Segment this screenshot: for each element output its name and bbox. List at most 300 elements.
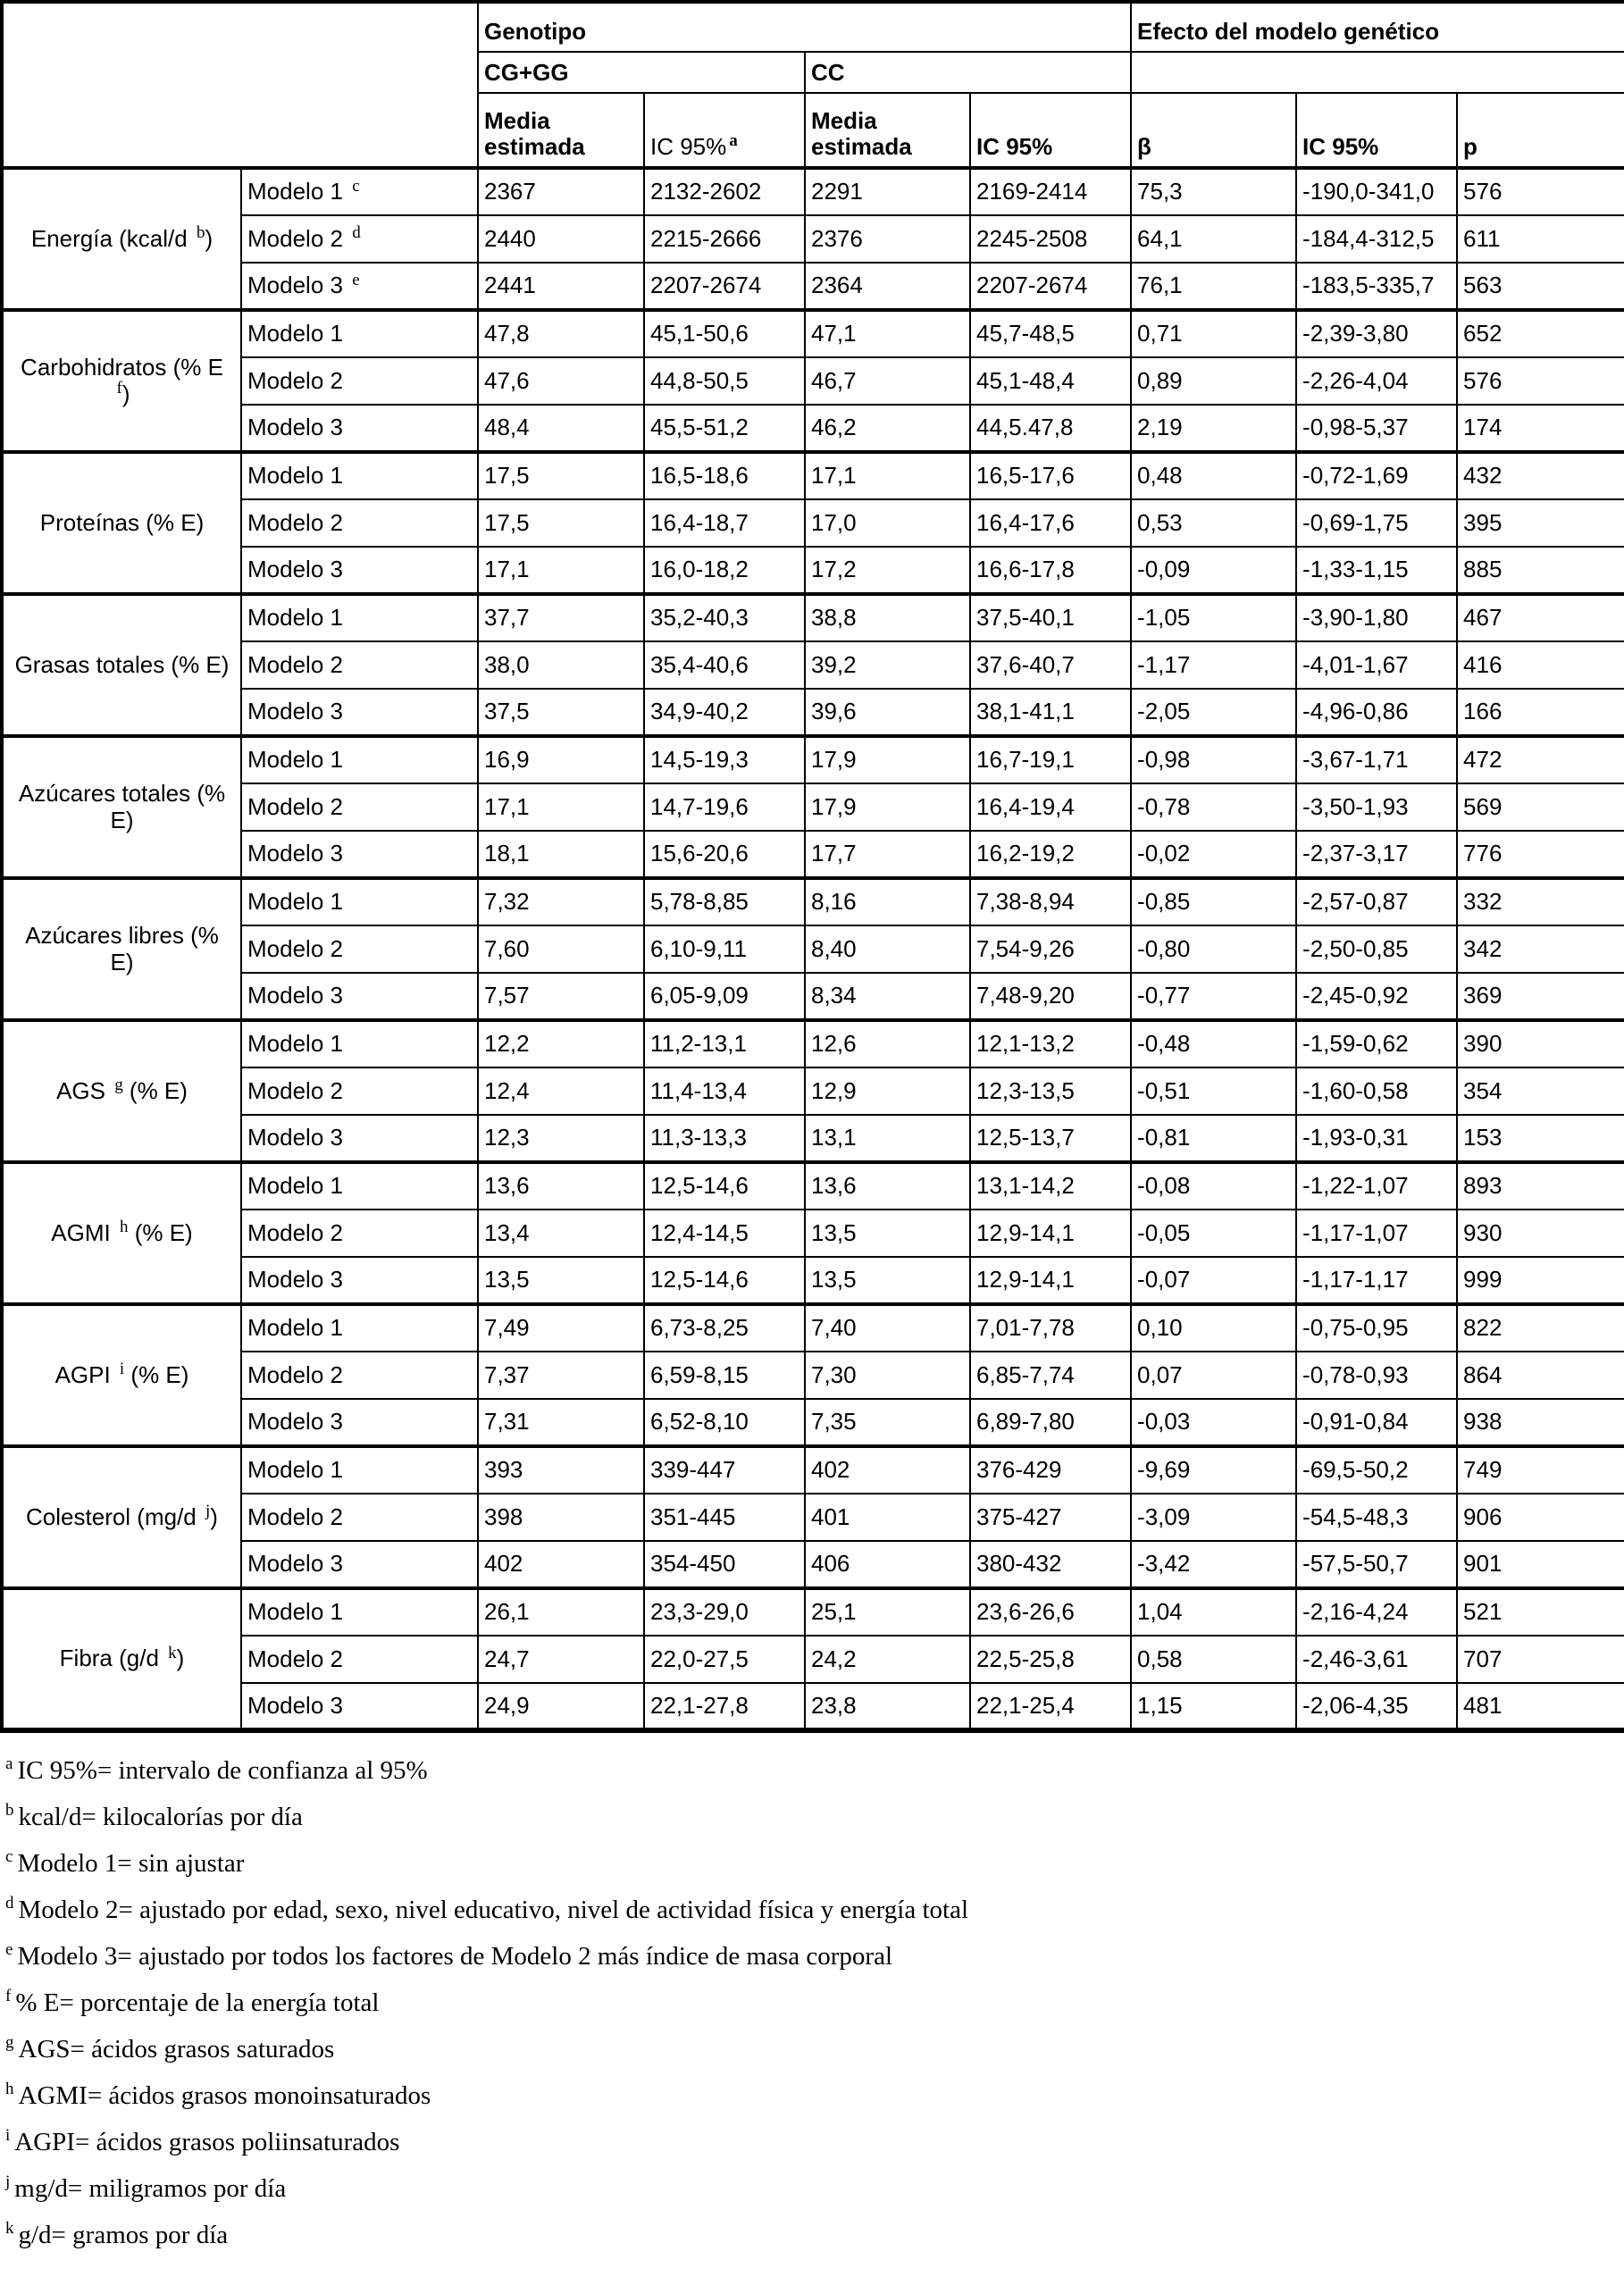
- value-cell: 339-447: [644, 1446, 805, 1494]
- value-cell: 22,1-25,4: [970, 1683, 1131, 1730]
- value-cell: -0,78-0,93: [1296, 1352, 1457, 1399]
- label-text: Grasas totales (% E): [14, 650, 230, 678]
- value-cell: 6,89-7,80: [970, 1399, 1131, 1446]
- table-row: [2, 831, 1624, 878]
- table-row: [2, 1399, 1624, 1446]
- value-cell: 369: [1457, 973, 1624, 1020]
- value-cell: 380-432: [970, 1541, 1131, 1588]
- value-cell: 1,15: [1131, 1683, 1296, 1730]
- value-cell: 12,1-13,2: [970, 1020, 1131, 1067]
- value-cell: 15,6-20,6: [644, 831, 805, 878]
- value-cell: 11,3-13,3: [644, 1115, 805, 1162]
- value-cell: -183,5-335,7: [1296, 263, 1457, 310]
- value-cell: 17,1: [478, 783, 644, 831]
- table-row: [2, 1162, 1624, 1210]
- label-text: ): [176, 1645, 185, 1672]
- footnote-text: g/d= gramos por día: [18, 2221, 229, 2249]
- footnote-text: mg/d= miligramos por día: [14, 2174, 287, 2203]
- label-text: Modelo 2: [247, 366, 343, 394]
- model-label: [241, 215, 478, 263]
- label-text: ): [121, 380, 130, 407]
- label-text: Modelo 3: [247, 1691, 343, 1719]
- value-cell: 16,2-19,2: [970, 831, 1131, 878]
- value-cell: 351-445: [644, 1494, 805, 1541]
- model-label: [241, 1446, 478, 1494]
- value-cell: 13,6: [805, 1162, 970, 1210]
- value-cell: -0,03: [1131, 1399, 1296, 1446]
- footnote-marker-g: g: [114, 1076, 123, 1095]
- table-row: [2, 689, 1624, 736]
- value-cell: 707: [1457, 1636, 1624, 1683]
- value-cell: -0,91-0,84: [1296, 1399, 1457, 1446]
- footnote-text: % E= porcentaje de la energía total: [15, 1988, 380, 2017]
- value-cell: -3,09: [1131, 1494, 1296, 1541]
- label-text: Modelo 1: [247, 462, 343, 490]
- value-cell: 2,19: [1131, 405, 1296, 452]
- label-text: Modelo 2: [247, 1218, 343, 1246]
- value-cell: 17,0: [805, 499, 970, 547]
- value-cell: -1,17-1,17: [1296, 1257, 1457, 1304]
- value-cell: 39,2: [805, 641, 970, 689]
- model-label: [241, 499, 478, 547]
- value-cell: 48,4: [478, 405, 644, 452]
- value-cell: 23,6-26,6: [970, 1588, 1131, 1636]
- value-cell: -4,01-1,67: [1296, 641, 1457, 689]
- value-cell: 47,8: [478, 310, 644, 357]
- value-cell: 7,54-9,26: [970, 925, 1131, 973]
- table-row: [2, 1257, 1624, 1304]
- value-cell: 406: [805, 1541, 970, 1588]
- label-text: AGPI: [54, 1360, 117, 1388]
- value-cell: 5,78-8,85: [644, 878, 805, 925]
- value-cell: -69,5-50,2: [1296, 1446, 1457, 1494]
- value-cell: 611: [1457, 215, 1624, 263]
- nutrient-group: [2, 878, 1624, 1020]
- value-cell: 885: [1457, 547, 1624, 594]
- value-cell: 2245-2508: [970, 215, 1131, 263]
- table-row: [2, 405, 1624, 452]
- value-cell: -2,39-3,80: [1296, 310, 1457, 357]
- model-label: [241, 1304, 478, 1352]
- value-cell: 45,7-48,5: [970, 310, 1131, 357]
- label-text: Modelo 2: [247, 650, 343, 678]
- value-cell: 13,1-14,2: [970, 1162, 1131, 1210]
- footnote: [5, 2128, 1624, 2157]
- model-label: [241, 925, 478, 973]
- value-cell: 1,04: [1131, 1588, 1296, 1636]
- model-label: [241, 405, 478, 452]
- value-cell: 467: [1457, 594, 1624, 641]
- value-cell: 24,7: [478, 1636, 644, 1683]
- table-row: [2, 499, 1624, 547]
- value-cell: 2291: [805, 168, 970, 215]
- value-cell: 332: [1457, 878, 1624, 925]
- footnote-marker-f: f: [5, 1987, 12, 2006]
- value-cell: 402: [478, 1541, 644, 1588]
- value-cell: -1,59-0,62: [1296, 1020, 1457, 1067]
- label-text: Azúcares totales (% E): [18, 780, 226, 833]
- nutrient-group: [2, 1304, 1624, 1446]
- label-text: AGMI: [51, 1218, 117, 1246]
- value-cell: 7,37: [478, 1352, 644, 1399]
- label-text: Modelo 3: [247, 414, 343, 441]
- label-text: Modelo 2: [247, 1645, 343, 1672]
- value-cell: 17,5: [478, 499, 644, 547]
- value-cell: 375-427: [970, 1494, 1131, 1541]
- nutrient-label: [2, 1304, 241, 1446]
- value-cell: 17,7: [805, 831, 970, 878]
- value-cell: 13,6: [478, 1162, 644, 1210]
- table-row: [2, 736, 1624, 783]
- value-cell: -2,57-0,87: [1296, 878, 1457, 925]
- value-cell: -190,0-341,0: [1296, 168, 1457, 215]
- table-row: [2, 783, 1624, 831]
- value-cell: 521: [1457, 1588, 1624, 1636]
- value-cell: 0,10: [1131, 1304, 1296, 1352]
- model-label: [241, 831, 478, 878]
- value-cell: 8,16: [805, 878, 970, 925]
- nutrient-group: [2, 594, 1624, 736]
- value-cell: 17,9: [805, 736, 970, 783]
- efecto-spacer-cell: [1131, 52, 1624, 93]
- header-row-1: [2, 2, 1624, 52]
- model-label: [241, 310, 478, 357]
- footnote: [5, 2081, 1624, 2111]
- footnotes: [0, 1733, 1624, 2250]
- nutrient-label: [2, 452, 241, 594]
- footnote-marker-d: d: [5, 1894, 14, 1913]
- value-cell: 402: [805, 1446, 970, 1494]
- label-text: Modelo 1: [247, 178, 350, 205]
- model-label: [241, 1020, 478, 1067]
- label-text: Modelo 2: [247, 224, 350, 252]
- value-cell: 22,0-27,5: [644, 1636, 805, 1683]
- value-cell: -2,50-0,85: [1296, 925, 1457, 973]
- value-cell: -0,85: [1131, 878, 1296, 925]
- model-label: [241, 641, 478, 689]
- value-cell: -3,50-1,93: [1296, 783, 1457, 831]
- value-cell: 14,5-19,3: [644, 736, 805, 783]
- value-cell: 2364: [805, 263, 970, 310]
- table-row: [2, 547, 1624, 594]
- footnote-marker-f: f: [116, 378, 122, 398]
- model-label: [241, 1399, 478, 1446]
- table-row: [2, 594, 1624, 641]
- col-header-p: p: [1457, 93, 1624, 168]
- label-text: ): [205, 224, 213, 252]
- nutrient-label: [2, 736, 241, 878]
- label-text: Carbohidratos (% E: [21, 354, 223, 381]
- value-cell: 6,85-7,74: [970, 1352, 1131, 1399]
- footnote-marker-e: e: [5, 1940, 13, 1960]
- table-header: [2, 2, 1624, 168]
- value-cell: 44,5.47,8: [970, 405, 1131, 452]
- model-label: [241, 1683, 478, 1730]
- nutrient-label: [2, 1446, 241, 1588]
- label-text: Modelo 1: [247, 1314, 343, 1342]
- label-text: Modelo 1: [247, 1456, 343, 1484]
- model-label: [241, 263, 478, 310]
- col-group-efecto: Efecto del modelo genético: [1131, 2, 1624, 52]
- corner-empty-cell: [2, 2, 478, 168]
- table-row: [2, 925, 1624, 973]
- value-cell: 16,6-17,8: [970, 547, 1131, 594]
- value-cell: 822: [1457, 1304, 1624, 1352]
- footnote: [5, 1803, 1624, 1832]
- value-cell: 11,4-13,4: [644, 1067, 805, 1115]
- value-cell: 576: [1457, 357, 1624, 405]
- footnote-marker-h: h: [5, 2080, 14, 2099]
- value-cell: 12,4: [478, 1067, 644, 1115]
- label-text: Modelo 2: [247, 1360, 343, 1388]
- value-cell: 12,5-14,6: [644, 1257, 805, 1304]
- value-cell: 481: [1457, 1683, 1624, 1730]
- value-cell: -0,78: [1131, 783, 1296, 831]
- model-label: [241, 594, 478, 641]
- value-cell: -1,05: [1131, 594, 1296, 641]
- value-cell: 47,1: [805, 310, 970, 357]
- label-text: (% E): [122, 1076, 188, 1104]
- value-cell: 174: [1457, 405, 1624, 452]
- table-row: [2, 263, 1624, 310]
- label-text: Modelo 1: [247, 1030, 343, 1058]
- value-cell: 6,73-8,25: [644, 1304, 805, 1352]
- value-cell: 12,9-14,1: [970, 1257, 1131, 1304]
- model-label: [241, 452, 478, 499]
- footnote-marker-k: k: [168, 1643, 177, 1662]
- value-cell: 64,1: [1131, 215, 1296, 263]
- value-cell: 7,32: [478, 878, 644, 925]
- model-label: [241, 1115, 478, 1162]
- footnote: [5, 2035, 1624, 2064]
- value-cell: 354: [1457, 1067, 1624, 1115]
- value-cell: 16,4-17,6: [970, 499, 1131, 547]
- table-row: [2, 1115, 1624, 1162]
- table-row: [2, 1494, 1624, 1541]
- value-cell: -3,42: [1131, 1541, 1296, 1588]
- value-cell: 76,1: [1131, 263, 1296, 310]
- value-cell: 569: [1457, 783, 1624, 831]
- label-text: ): [210, 1503, 218, 1530]
- value-cell: 14,7-19,6: [644, 783, 805, 831]
- value-cell: 26,1: [478, 1588, 644, 1636]
- table-row: [2, 1352, 1624, 1399]
- value-cell: 13,1: [805, 1115, 970, 1162]
- table-row: [2, 1304, 1624, 1352]
- value-cell: -0,98: [1131, 736, 1296, 783]
- nutrient-group: [2, 1020, 1624, 1162]
- label-text: Modelo 3: [247, 1550, 343, 1578]
- label-text: Modelo 2: [247, 1076, 343, 1104]
- model-label: [241, 878, 478, 925]
- value-cell: 416: [1457, 641, 1624, 689]
- value-cell: 12,5-14,6: [644, 1162, 805, 1210]
- footnote-marker-i: i: [5, 2126, 11, 2146]
- value-cell: -0,81: [1131, 1115, 1296, 1162]
- label-text: Modelo 2: [247, 934, 343, 962]
- nutrient-group: [2, 1446, 1624, 1588]
- label-text: Azúcares libres (% E): [25, 922, 219, 975]
- footnote-marker-c: c: [352, 176, 360, 196]
- table-row: [2, 168, 1624, 215]
- value-cell: 23,8: [805, 1683, 970, 1730]
- footnote-marker-k: k: [5, 2219, 14, 2239]
- value-cell: 16,0-18,2: [644, 547, 805, 594]
- table-row: [2, 452, 1624, 499]
- footnote-text: IC 95%= intervalo de confianza al 95%: [17, 1756, 428, 1785]
- col-header-label: IC 95%: [650, 132, 727, 160]
- value-cell: -184,4-312,5: [1296, 215, 1457, 263]
- value-cell: 17,9: [805, 783, 970, 831]
- label-text: Modelo 3: [247, 698, 343, 725]
- table-row: [2, 973, 1624, 1020]
- value-cell: -2,45-0,92: [1296, 973, 1457, 1020]
- footnote-marker-e: e: [352, 270, 360, 289]
- nutrient-group: [2, 1588, 1624, 1730]
- label-text: Modelo 2: [247, 1503, 343, 1530]
- value-cell: -2,16-4,24: [1296, 1588, 1457, 1636]
- value-cell: 12,9-14,1: [970, 1210, 1131, 1257]
- value-cell: 376-429: [970, 1446, 1131, 1494]
- value-cell: -0,08: [1131, 1162, 1296, 1210]
- label-text: (% E): [128, 1218, 193, 1246]
- value-cell: 13,5: [805, 1257, 970, 1304]
- value-cell: -0,80: [1131, 925, 1296, 973]
- table-row: [2, 1588, 1624, 1636]
- value-cell: 390: [1457, 1020, 1624, 1067]
- value-cell: 6,05-9,09: [644, 973, 805, 1020]
- value-cell: -2,06-4,35: [1296, 1683, 1457, 1730]
- value-cell: 13,4: [478, 1210, 644, 1257]
- footnote-marker-a: a: [5, 1754, 13, 1774]
- value-cell: 401: [805, 1494, 970, 1541]
- value-cell: -2,37-3,17: [1296, 831, 1457, 878]
- model-label: [241, 1162, 478, 1210]
- value-cell: -0,05: [1131, 1210, 1296, 1257]
- value-cell: 395: [1457, 499, 1624, 547]
- label-text: Modelo 2: [247, 792, 343, 820]
- value-cell: 8,34: [805, 973, 970, 1020]
- label-text: Modelo 3: [247, 982, 343, 1009]
- value-cell: 999: [1457, 1257, 1624, 1304]
- value-cell: 7,38-8,94: [970, 878, 1131, 925]
- value-cell: 17,1: [478, 547, 644, 594]
- value-cell: 11,2-13,1: [644, 1020, 805, 1067]
- footnote-marker-i: i: [119, 1360, 125, 1379]
- value-cell: 0,71: [1131, 310, 1296, 357]
- value-cell: 906: [1457, 1494, 1624, 1541]
- value-cell: 938: [1457, 1399, 1624, 1446]
- value-cell: 39,6: [805, 689, 970, 736]
- value-cell: 472: [1457, 736, 1624, 783]
- value-cell: 893: [1457, 1162, 1624, 1210]
- value-cell: 12,4-14,5: [644, 1210, 805, 1257]
- value-cell: 35,4-40,6: [644, 641, 805, 689]
- value-cell: 342: [1457, 925, 1624, 973]
- value-cell: -9,69: [1131, 1446, 1296, 1494]
- table-row: [2, 1636, 1624, 1683]
- value-cell: 652: [1457, 310, 1624, 357]
- model-label: [241, 1636, 478, 1683]
- table-row: [2, 310, 1624, 357]
- value-cell: 6,10-9,11: [644, 925, 805, 973]
- table-row: [2, 1683, 1624, 1730]
- footnote: [5, 2174, 1624, 2204]
- value-cell: 6,52-8,10: [644, 1399, 805, 1446]
- footnote-text: Modelo 3= ajustado por todos los factores de Modelo 2 más índice de masa corporal: [17, 1942, 892, 1971]
- value-cell: 7,01-7,78: [970, 1304, 1131, 1352]
- value-cell: 563: [1457, 263, 1624, 310]
- model-label: [241, 1588, 478, 1636]
- table-row: [2, 1067, 1624, 1115]
- value-cell: 0,89: [1131, 357, 1296, 405]
- footnote-text: Modelo 1= sin ajustar: [17, 1849, 245, 1878]
- value-cell: 75,3: [1131, 168, 1296, 215]
- nutrient-label: [2, 1162, 241, 1304]
- value-cell: 930: [1457, 1210, 1624, 1257]
- col-header-beta: β: [1131, 93, 1296, 168]
- value-cell: 45,1-50,6: [644, 310, 805, 357]
- value-cell: 37,7: [478, 594, 644, 641]
- model-label: [241, 736, 478, 783]
- label-text: Modelo 3: [247, 556, 343, 583]
- table-row: [2, 1446, 1624, 1494]
- value-cell: 7,57: [478, 973, 644, 1020]
- value-cell: 7,60: [478, 925, 644, 973]
- label-text: Modelo 2: [247, 508, 343, 536]
- value-cell: -2,05: [1131, 689, 1296, 736]
- footnote-marker-g: g: [5, 2033, 14, 2053]
- value-cell: 46,2: [805, 405, 970, 452]
- table-row: [2, 1541, 1624, 1588]
- value-cell: 13,5: [805, 1210, 970, 1257]
- value-cell: 576: [1457, 168, 1624, 215]
- table-row: [2, 357, 1624, 405]
- value-cell: -1,17: [1131, 641, 1296, 689]
- model-label: [241, 1541, 478, 1588]
- value-cell: 38,1-41,1: [970, 689, 1131, 736]
- table-row: [2, 1210, 1624, 1257]
- value-cell: -2,26-4,04: [1296, 357, 1457, 405]
- value-cell: 12,6: [805, 1020, 970, 1067]
- value-cell: 2376: [805, 215, 970, 263]
- value-cell: 16,9: [478, 736, 644, 783]
- value-cell: 16,5-17,6: [970, 452, 1131, 499]
- value-cell: 34,9-40,2: [644, 689, 805, 736]
- value-cell: -54,5-48,3: [1296, 1494, 1457, 1541]
- nutrient-label: [2, 168, 241, 310]
- value-cell: -1,22-1,07: [1296, 1162, 1457, 1210]
- value-cell: -0,75-0,95: [1296, 1304, 1457, 1352]
- value-cell: 6,59-8,15: [644, 1352, 805, 1399]
- value-cell: 35,2-40,3: [644, 594, 805, 641]
- value-cell: 25,1: [805, 1588, 970, 1636]
- value-cell: 2207-2674: [644, 263, 805, 310]
- nutrient-group: [2, 168, 1624, 310]
- footnote-marker-a: a: [729, 131, 738, 151]
- footnote-marker-j: j: [205, 1502, 211, 1521]
- value-cell: 22,1-27,8: [644, 1683, 805, 1730]
- label-text: Modelo 1: [247, 888, 343, 916]
- label-text: Modelo 1: [247, 1598, 343, 1626]
- model-label: [241, 783, 478, 831]
- nutrient-group: [2, 310, 1624, 452]
- value-cell: -1,93-0,31: [1296, 1115, 1457, 1162]
- model-label: [241, 1210, 478, 1257]
- model-label: [241, 1352, 478, 1399]
- value-cell: -0,09: [1131, 547, 1296, 594]
- value-cell: 0,07: [1131, 1352, 1296, 1399]
